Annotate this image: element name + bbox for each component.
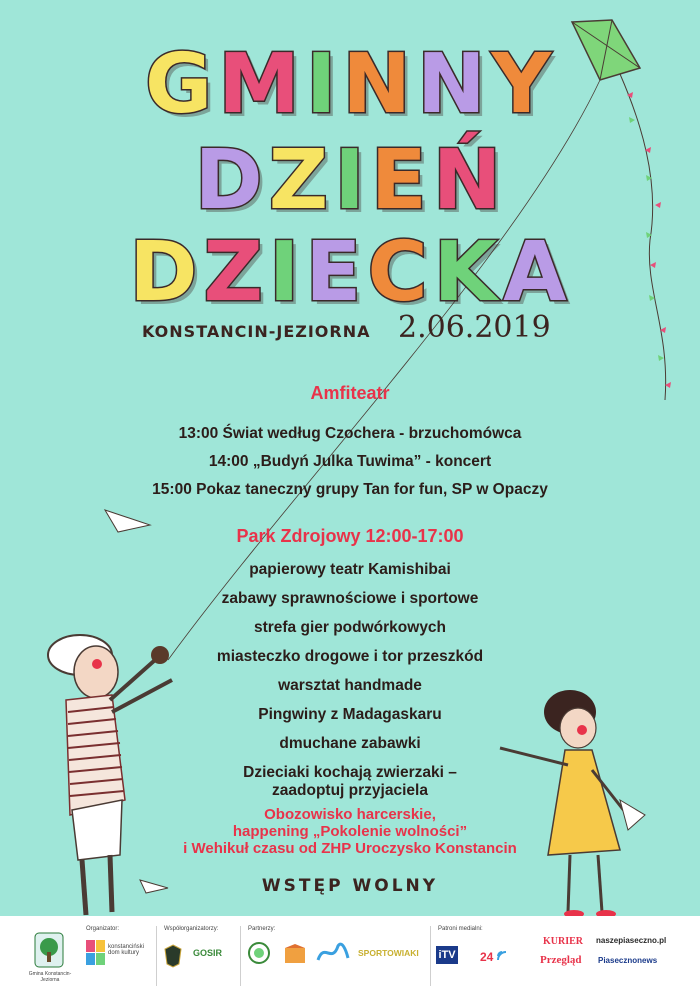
park-item: dmuchane zabawki (279, 735, 421, 752)
title-letter: Ń (432, 133, 506, 228)
media-patrons-label: Patroni medialni: (438, 926, 483, 932)
naszepiaseczno-logo: naszepiaseczno.pl (596, 936, 667, 945)
park-item: zaadoptuj przyjaciela (272, 782, 428, 799)
park-item: miasteczko drogowe i tor przeszkód (216, 648, 484, 665)
title-letter: D (194, 133, 267, 228)
gmina-crest-logo (34, 932, 64, 968)
itv-logo: iTV (436, 946, 458, 964)
park-heading: Park Zdrojowy 12:00-17:00 (236, 526, 464, 546)
park-item: zabawy sprawnościowe i sportowe (221, 590, 479, 607)
radio-waves-icon (496, 944, 516, 962)
footer-divider (430, 926, 431, 986)
partner-logo-2 (284, 944, 306, 964)
partners-label: Partnerzy: (248, 926, 276, 932)
park-item: papierowy teatr Kamishibai (249, 561, 451, 578)
police-badge-logo (164, 944, 182, 968)
event-date: 2.06.2019 (398, 310, 551, 345)
title-letter: C (367, 225, 432, 320)
piasecznonews-logo: Piasecznonews (598, 956, 658, 965)
amfiteatr-heading: Amfiteatr (310, 383, 390, 403)
title-letter: Z (203, 225, 267, 320)
gosir-logo: GOSIR (193, 948, 223, 958)
title-letter: N (417, 37, 490, 132)
title-letter: N (342, 37, 416, 132)
footer-divider (156, 926, 157, 986)
kurier-logo: KURIER (543, 936, 584, 947)
kdk-logo (86, 940, 106, 966)
title-line-3 (0, 225, 700, 320)
park-item: strefa gier podwórkowych (253, 619, 447, 636)
kdk-name: konstanciński dom kultury (108, 944, 145, 956)
title-letter: I (305, 37, 341, 132)
title-letter: D (129, 225, 202, 320)
title-line-2 (0, 133, 700, 228)
title-letter: E (370, 133, 431, 228)
title-letter: Y (491, 37, 556, 132)
park-item: warsztat handmade (278, 677, 422, 694)
title-letter: Z (268, 133, 333, 228)
event-location: KONSTANCIN-JEZIORNA (142, 322, 371, 341)
gmina-name: Gmina Konstancin-Jeziorna (28, 971, 72, 983)
park-item: Pingwiny z Madagaskaru (258, 706, 442, 723)
radio24-logo: 24 (480, 950, 494, 964)
title-letter: G (144, 37, 217, 132)
amfiteatr-item: 15:00 Pokaz taneczny grupy Tan for fun, SP w Opaczy (152, 481, 548, 498)
organizer-label: Organizator: (86, 926, 120, 932)
title-letter: M (218, 37, 304, 132)
title-letter: A (503, 225, 571, 320)
highlight-line: happening „Pokolenie wolności” (232, 823, 468, 840)
highlight-line: i Wehikuł czasu od ZHP Uroczysko Konstancin (183, 840, 517, 857)
free-entry: WSTĘP WOLNY (261, 876, 439, 896)
sportowiaki-logo: SPORTOWIAKI (358, 948, 419, 958)
park-item: Dzieciaki kochają zwierzaki – (243, 764, 457, 781)
partner-logo-1 (248, 942, 270, 964)
title-letter: I (268, 225, 304, 320)
sponsor-footer (0, 916, 700, 993)
title-letter: K (433, 225, 502, 320)
amfiteatr-item: 14:00 „Budyń Julka Tuwima” - koncert (208, 453, 492, 470)
title-letter: E (305, 225, 366, 320)
co-organizers-label: Współorganizatorzy: (164, 926, 219, 932)
przeglad-logo: Przegląd (540, 954, 582, 966)
footer-divider (240, 926, 241, 986)
amfiteatr-item: 13:00 Świat według Czochera - brzuchomówca (178, 425, 522, 442)
highlight-line: Obozowisko harcerskie, (264, 806, 436, 823)
partner-logo-3 (316, 940, 350, 966)
title-line-1 (0, 37, 700, 132)
title-letter: I (334, 133, 369, 228)
